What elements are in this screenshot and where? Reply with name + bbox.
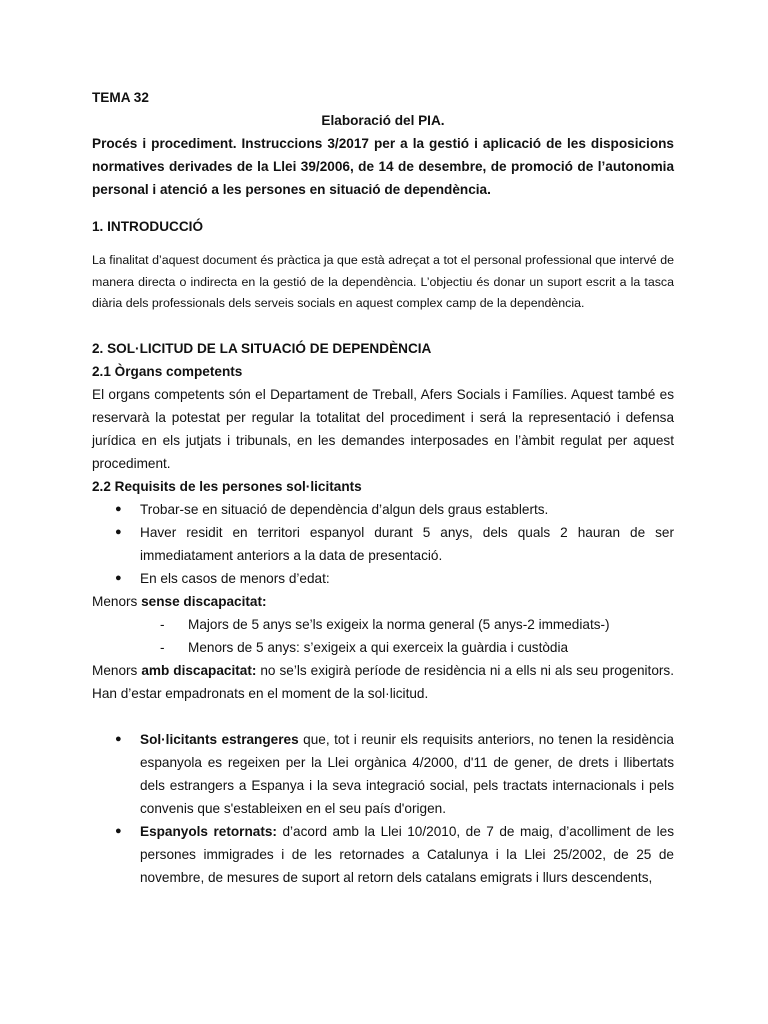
tema-label: TEMA 32 (92, 90, 149, 105)
section-2-heading: 2. SOL·LICITUD DE LA SITUACIÓ DE DEPENDÈNCIA (92, 340, 432, 356)
bullet-icon: ● (115, 571, 122, 584)
list-item-text: En els casos de menors d’edat: (140, 570, 330, 586)
list-item (92, 613, 674, 636)
dash-icon: - (160, 639, 165, 655)
menors-amb-rest: no se’ls exigirà període de residència ni a ells ni als seu progenitors. Han d’estar empadronats en el moment de la sol·licitud. (92, 662, 674, 701)
list-item-text: que, tot i reunir els requisits anteriors, no tenen la residència espanyola es regeixen per la Llei orgànica 4/2000, d'11 de gener, de drets i llibertats dels estrangers a Espanya i la seva integració social, pels tractats internacionals i pels convenis que s'estableixen en el seu país d'origen. (140, 731, 674, 816)
section-1-paragraph: La finalitat d’aquest document és pràctica ja que està adreçat a tot el personal professional que intervé de manera directa o indirecta en la gestió de la dependència. L’objectiu és donar un suport escrit a la tasca diària dels professionals dels serveis socials en aquest complex camp de la dependència. (92, 253, 674, 310)
dash-icon: - (160, 616, 165, 632)
menors-sense-bold: sense discapacitat: (141, 593, 267, 609)
requirements-list (92, 498, 674, 590)
list-item-bold: Sol·licitants estrangeres (140, 731, 299, 747)
list-item-bold: Espanyols retornats: (140, 823, 277, 839)
list-item-text: Trobar-se en situació de dependència d’algun dels graus establerts. (140, 501, 549, 517)
section-1-heading: 1. INTRODUCCIÓ (92, 219, 204, 234)
menors-amb-bold: amb discapacitat: (141, 662, 257, 678)
list-item-text: Haver residit en territori espanyol durant 5 anys, dels quals 2 hauran de ser immediatament anteriors a la data de presentació. (140, 524, 674, 563)
special-cases-list (92, 728, 674, 889)
list-item (92, 567, 674, 590)
list-item (92, 636, 674, 659)
list-item (92, 820, 674, 889)
section-2-2-heading: 2.2 Requisits de les persones sol·licitants (92, 478, 362, 494)
bullet-icon: ● (115, 525, 122, 538)
menors-amb-paragraph (92, 659, 674, 705)
menors-amb-prefix: Menors (92, 662, 142, 678)
document-page (92, 86, 674, 889)
bullet-icon: ● (115, 502, 122, 515)
list-item-text: Menors de 5 anys: s’exigeix a qui exerceix la guàrdia i custòdia (188, 639, 569, 655)
document-title: Procés i procediment. Instruccions 3/2017 per a la gestió i aplicació de les disposicions normatives derivades de la Llei 39/2006, de 14 de desembre, de promoció de l’autonomia personal i atenció a les persones en situació de dependència. (92, 136, 674, 197)
menors-sense-list (92, 613, 674, 659)
list-item (92, 498, 674, 521)
document-title-block (92, 132, 674, 201)
bullet-icon: ● (115, 824, 122, 837)
menors-sense-line (92, 590, 674, 613)
bullet-icon: ● (115, 732, 122, 745)
list-item (92, 728, 674, 820)
document-subtitle: Elaboració del PIA. (321, 113, 445, 128)
section-2-1-heading: 2.1 Òrgans competents (92, 363, 243, 379)
menors-sense-prefix: Menors (92, 593, 142, 609)
list-item-text: Majors de 5 anys se’ls exigeix la norma general (5 anys-2 immediats-) (188, 616, 610, 632)
list-item (92, 521, 674, 567)
list-item-text: d’acord amb la Llei 10/2010, de 7 de maig, d’acolliment de les persones immigrades i de les retornades a Catalunya i la Llei 25/2002, de 25 de novembre, de mesures de suport al retorn dels catalans emigrats i llurs descendents, (140, 823, 674, 885)
section-2-1-paragraph: El organs competents són el Departament de Treball, Afers Socials i Famílies. Aquest també es reservarà la potestat per regular la totalitat del procediment i será la representació i defensa jurídica en els jutjats i tribunals, en les demandes interposades en l’àmbit regulat per aquest procediment. (92, 386, 674, 471)
